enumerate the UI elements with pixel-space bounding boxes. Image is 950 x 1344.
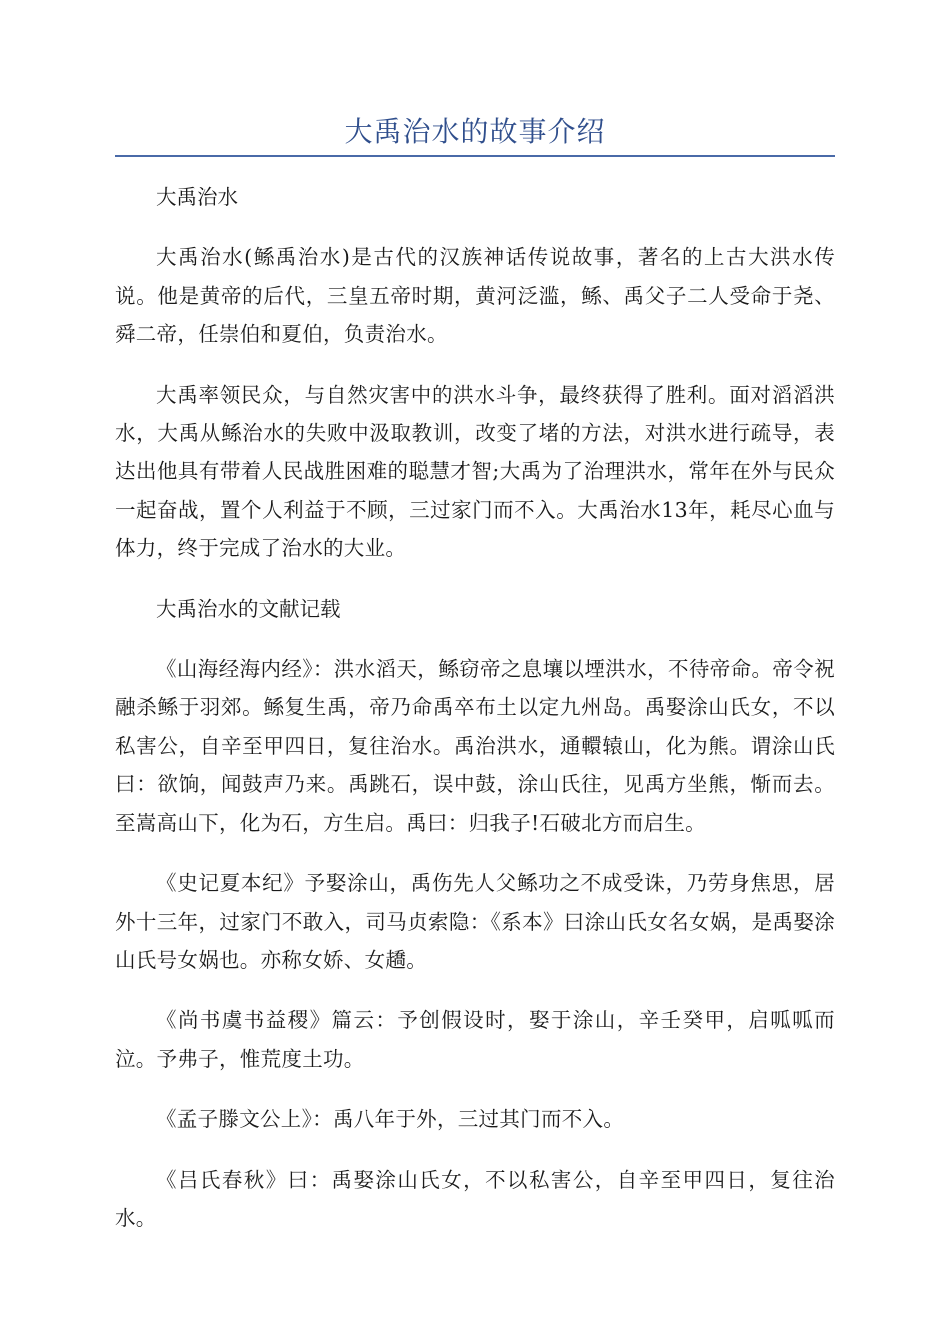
document-title: 大禹治水的故事介绍 [344, 115, 606, 148]
paragraph: 大禹治水(鲧禹治水)是古代的汉族神话传说故事，著名的上古大洪水传说。他是黄帝的后代，三皇五帝时期，黄河泛滥，鲧、禹父子二人受命于尧、舜二帝，任崇伯和夏伯，负责治水。 [115, 245, 835, 347]
paragraph: 《尚书虞书益稷》篇云：予创假设时，娶于涂山，辛壬癸甲，启呱呱而泣。予弗子，惟荒度土功。 [115, 1008, 835, 1071]
paragraph: 《山海经海内经》：洪水滔天，鲧窃帝之息壤以堙洪水，不待帝命。帝令祝融杀鲧于羽郊。鲧复生禹，帝乃命禹卒布土以定九州岛。禹娶涂山氏女，不以私害公，自辛至甲四日，复往治水。禹治洪水，通轘辕山，化为熊。谓涂山氏曰：欲饷，闻鼓声乃来。禹跳石，误中鼓，涂山氏往，见禹方坐熊，惭而去。至嵩高山下，化为石，方生启。禹曰：归我子!石破北方而启生。 [115, 657, 835, 835]
section-heading: 大禹治水的文献记载 [156, 596, 341, 621]
section-heading: 大禹治水 [156, 185, 238, 209]
document-body [115, 178, 835, 1259]
paragraph: 《吕氏春秋》曰：禹娶涂山氏女，不以私害公，自辛至甲四日，复往治水。 [115, 1167, 835, 1230]
paragraph: 《史记夏本纪》予娶涂山，禹伤先人父鲧功之不成受诛，乃劳身焦思，居外十三年，过家门不敢入，司马贞索隐：《系本》曰涂山氏女名女娲，是禹娶涂山氏号女娲也。亦称女娇、女趫。 [115, 871, 835, 972]
paragraph: 《孟子滕文公上》：禹八年于外，三过其门而不入。 [156, 1107, 625, 1132]
title-underline [115, 155, 835, 157]
paragraph: 大禹率领民众，与自然灾害中的洪水斗争，最终获得了胜利。面对滔滔洪水，大禹从鲧治水的失败中汲取教训，改变了堵的方法，对洪水进行疏导，表达出他具有带着人民战胜困难的聪慧才智;大禹为了治理洪水，常年在外与民众一起奋战，置个人利益于不顾，三过家门而不入。大禹治水13年，耗尽心血与体力，终于完成了治水的大业。 [115, 382, 835, 561]
